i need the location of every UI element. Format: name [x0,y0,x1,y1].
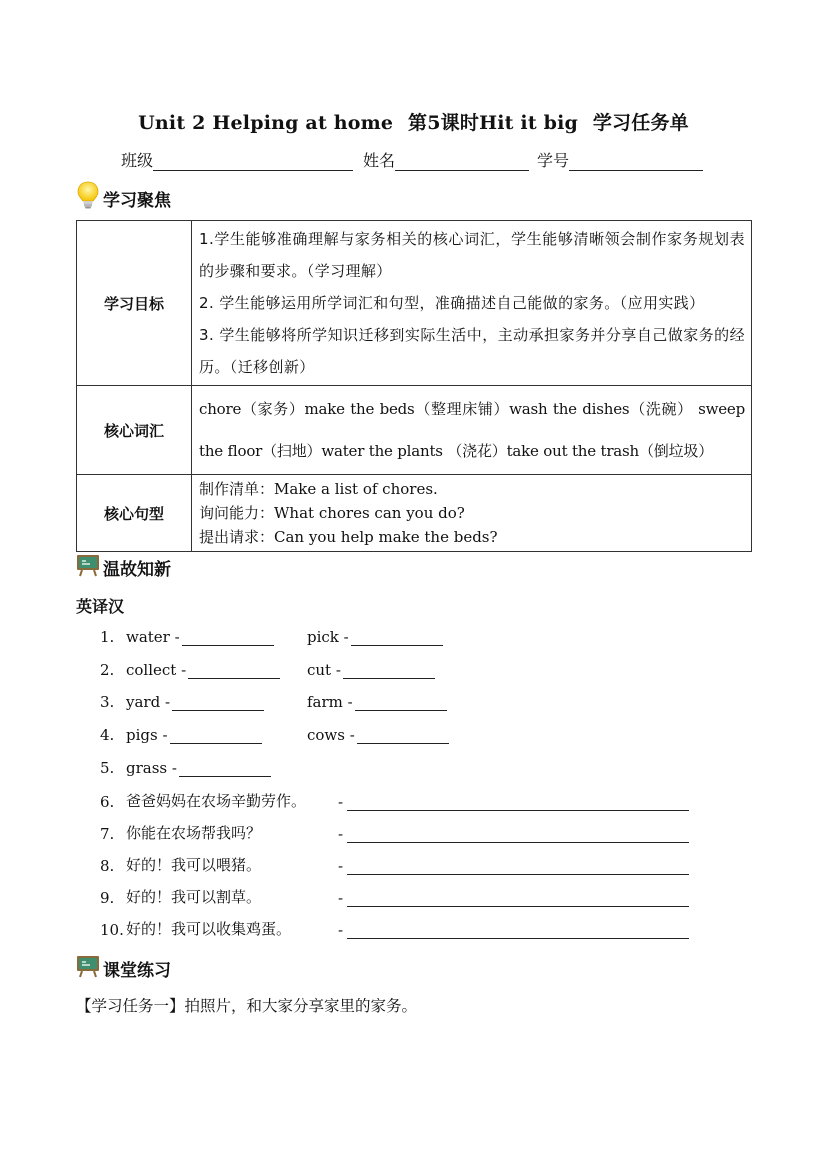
item-word: grass - [126,759,177,777]
list-item [307,693,447,711]
answer-blank[interactable] [347,794,689,811]
focus-table [76,220,752,552]
list-item [100,726,262,744]
practice-heading-text: 课堂练习 [103,961,171,981]
focus-heading-text: 学习聚焦 [103,191,171,211]
student-info-row [121,148,703,171]
goals-label: 学习目标 [77,221,192,386]
item-sentence: 爸爸妈妈在农场辛勤劳作。 [126,792,307,810]
item-dash: - [338,857,344,875]
item-word: farm - [307,693,353,711]
answer-blank[interactable] [172,694,264,711]
id-label: 学号 [537,151,570,170]
sentence-line-3: 提出请求：Can you help make the beds? [199,528,498,546]
item-number: 5. [100,759,115,777]
item-sentence: 好的！我可以收集鸡蛋。 [126,920,292,938]
page-title [0,108,827,135]
sentence-content [192,475,752,552]
answer-blank[interactable] [355,694,447,711]
answer-blank[interactable] [357,727,449,744]
answer-blank[interactable] [347,890,689,907]
name-blank[interactable] [395,152,529,171]
focus-heading [76,180,171,217]
sentence-line-2: 询问能力：What chores can you do? [199,504,465,522]
vocab-line: chore（家务）make the beds（整理床铺）wash the dishes（洗碗） sweep the floor（扫地）water the plants （浇花）take out the trash（倒垃圾） [199,400,745,460]
list-item [100,918,689,939]
id-blank[interactable] [569,152,703,171]
item-sentence: 好的！我可以喂猪。 [126,856,262,874]
chalkboard-icon [76,954,100,983]
list-item [100,628,274,646]
answer-blank[interactable] [179,760,271,777]
item-word: cows - [307,726,355,744]
task-text: 拍照片，和大家分享家里的家务。 [184,997,418,1015]
answer-blank[interactable] [343,662,435,679]
item-word: pick - [307,628,349,646]
item-dash: - [338,889,344,907]
item-number: 10. [100,921,124,939]
lightbulb-icon [76,180,100,217]
task-label: 【学习任务一】 [76,997,185,1015]
item-word: water - [126,628,180,646]
task-one [76,994,417,1016]
answer-blank[interactable] [351,629,443,646]
table-row [77,386,752,475]
name-label: 姓名 [363,151,396,170]
sentence-label: 核心句型 [77,475,192,552]
item-number: 3. [100,693,115,711]
answer-blank[interactable] [347,826,689,843]
item-sentence: 你能在农场帮我吗？ [126,824,262,842]
goal-line-1: 1.学生能够准确理解与家务相关的核心词汇，学生能够清晰领会制作家务规划表的步骤和要求。（学习理解） [199,230,745,280]
list-item [307,661,435,679]
title-lesson: 第5课时Hit it big [408,112,579,134]
goals-content [192,221,752,386]
title-sheet: 学习任务单 [592,112,689,134]
en-to-zh-heading: 英译汉 [76,597,125,616]
list-item [307,726,449,744]
item-word: collect - [126,661,187,679]
class-blank[interactable] [153,152,353,171]
item-word: yard - [126,693,171,711]
list-item [100,693,264,711]
vocab-label: 核心词汇 [77,386,192,475]
class-label: 班级 [121,151,154,170]
item-dash: - [338,825,344,843]
practice-heading [76,954,171,983]
answer-blank[interactable] [347,922,689,939]
item-number: 9. [100,889,115,907]
item-number: 4. [100,726,115,744]
answer-blank[interactable] [182,629,274,646]
goal-line-3: 3. 学生能够将所学知识迁移到实际生活中，主动承担家务并分享自己做家务的经历。（迁移创新） [199,326,745,376]
item-dash: - [338,921,344,939]
item-number: 6. [100,793,115,811]
list-item [100,661,280,679]
table-row [77,221,752,386]
review-heading [76,553,171,582]
list-item [307,628,443,646]
answer-blank[interactable] [347,858,689,875]
item-sentence: 好的！我可以割草。 [126,888,262,906]
goal-line-2: 2. 学生能够运用所学词汇和句型，准确描述自己能做的家务。（应用实践） [199,294,705,312]
list-item [100,822,689,843]
table-row [77,475,752,552]
sentence-line-1: 制作清单：Make a list of chores. [199,480,438,498]
list-item [100,886,689,907]
item-word: pigs - [126,726,168,744]
list-item [100,854,689,875]
answer-blank[interactable] [170,727,262,744]
item-number: 8. [100,857,115,875]
item-number: 7. [100,825,115,843]
item-number: 1. [100,628,115,646]
review-heading-text: 温故知新 [103,560,171,580]
answer-blank[interactable] [188,662,280,679]
chalkboard-icon [76,553,100,582]
vocab-content [192,386,752,475]
item-number: 2. [100,661,115,679]
list-item [100,759,271,777]
item-dash: - [338,793,344,811]
title-unit: Unit 2 Helping at home [138,112,394,134]
item-word: cut - [307,661,341,679]
list-item [100,790,689,811]
